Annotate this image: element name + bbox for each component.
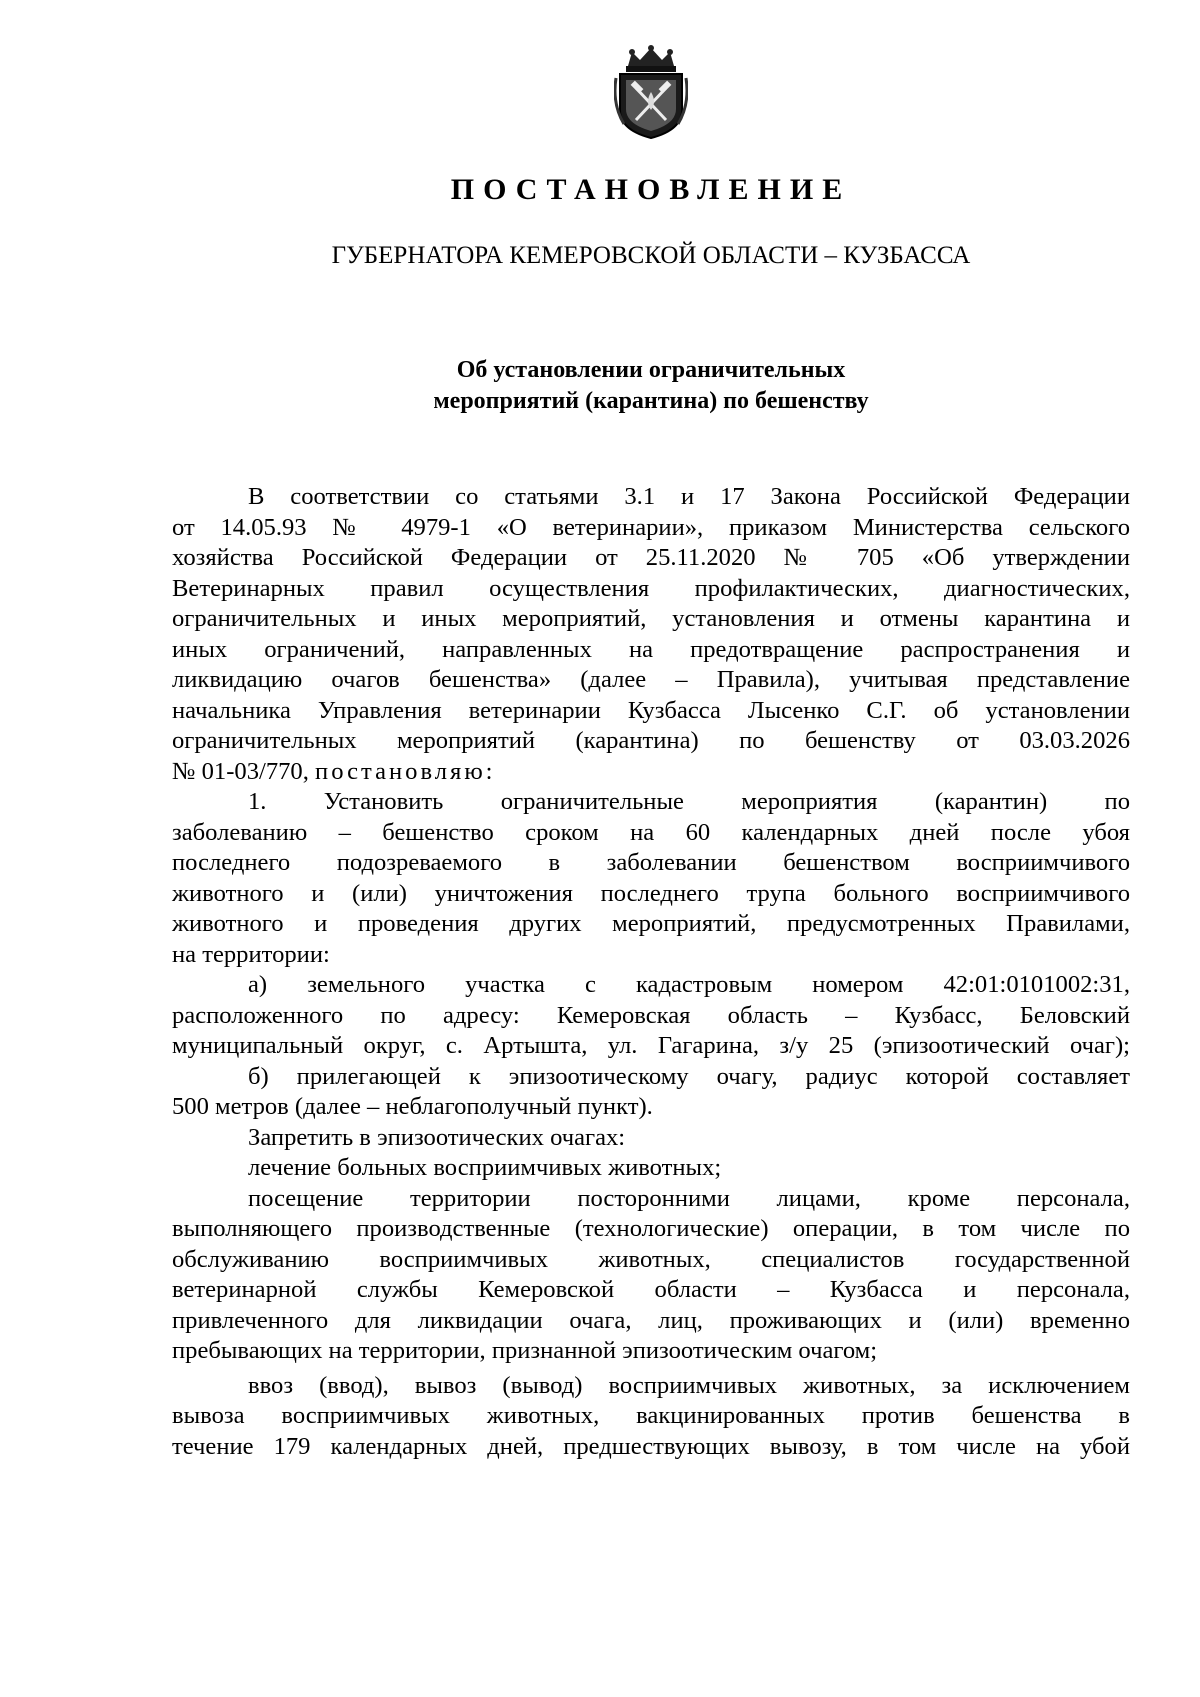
body-line: течение 179 календарных дней, предшествующих вывозу, в том числе на убой <box>172 1432 1130 1460</box>
body-line: муниципальный округ, с. Артышта, ул. Гагарина, з/у 25 (эпизоотический очаг); <box>172 1032 1130 1059</box>
document-body <box>172 482 1130 1462</box>
body-line: посещение территории посторонними лицами, кроме персонала, <box>248 1184 1130 1212</box>
body-line: 500 метров (далее – неблагополучный пункт). <box>172 1093 653 1120</box>
body-line: пребывающих на территории, признанной эпизоотическим очагом; <box>172 1337 878 1364</box>
decree-word: постановляю: <box>315 757 496 785</box>
body-line: В соответствии со статьями 3.1 и 17 Закона Российской Федерации <box>248 483 1130 510</box>
kuzbass-coat-of-arms-icon <box>614 44 688 140</box>
body-line: хозяйства Российской Федерации от 25.11.2020 № 705 «Об утверждении <box>172 544 1130 571</box>
body-line: ветеринарной службы Кемеровской области – Кузбасса и персонала, <box>172 1276 1130 1303</box>
body-line: выполняющего производственные (технологические) операции, в том числе по <box>172 1215 1130 1242</box>
title-line: мероприятий (карантина) по бешенству <box>433 388 869 414</box>
body-line: ограничительных мероприятий (карантина) по бешенству от 03.03.2026 <box>172 727 1130 754</box>
body-line: расположенного по адресу: Кемеровская область – Кузбасс, Беловский <box>172 1001 1130 1029</box>
body-line: на территории: <box>172 940 330 968</box>
body-line: а) земельного участка с кадастровым номером 42:01:0101002:31, <box>248 971 1130 998</box>
body-line: начальника Управления ветеринарии Кузбасса Лысенко С.Г. об установлении <box>172 696 1130 724</box>
body-line: вывоза восприимчивых животных, вакцинированных против бешенства в <box>172 1402 1130 1429</box>
body-line: лечение больных восприимчивых животных; <box>248 1154 722 1181</box>
body-line: ввоз (ввод), вывоз (вывод) восприимчивых животных, за исключением <box>248 1371 1130 1399</box>
body-line: Ветеринарных правил осуществления профилактических, диагностических, <box>172 574 1130 602</box>
issuing-authority: ГУБЕРНАТОРА КЕМЕРОВСКОЙ ОБЛАСТИ – КУЗБАССА <box>331 242 971 269</box>
body-line: животного и проведения других мероприятий, предусмотренных Правилами, <box>172 910 1130 937</box>
title-line: Об установлении ограничительных <box>456 357 846 383</box>
body-line: ограничительных и иных мероприятий, установления и отмены карантина и <box>172 605 1130 632</box>
body-line: Запретить в эпизоотических очагах: <box>248 1123 626 1151</box>
body-line: заболеванию – бешенство сроком на 60 календарных дней после убоя <box>172 818 1130 846</box>
body-line: б) прилегающей к эпизоотическому очагу, радиус которой составляет <box>248 1062 1130 1090</box>
body-line: обслуживанию восприимчивых животных, специалистов государственной <box>172 1245 1130 1273</box>
body-line: ликвидацию очагов бешенства» (далее – Правила), учитывая представление <box>172 666 1130 693</box>
body-line-part: № 01-03/770, <box>172 757 309 785</box>
body-line: животного и (или) уничтожения последнего трупа больного восприимчивого <box>172 879 1130 907</box>
document-type: ПОСТАНОВЛЕНИЕ <box>450 173 852 206</box>
body-line: привлеченного для ликвидации очага, лиц, проживающих и (или) временно <box>172 1306 1130 1334</box>
body-line: 1. Установить ограничительные мероприятия (карантин) по <box>248 788 1130 815</box>
document-title <box>0 355 1200 417</box>
body-line: от 14.05.93 № 4979-1 «О ветеринарии», приказом Министерства сельского <box>172 513 1130 541</box>
body-line: иных ограничений, направленных на предотвращение распространения и <box>172 635 1130 663</box>
body-line: последнего подозреваемого в заболевании бешенством восприимчивого <box>172 849 1130 876</box>
body-line <box>172 757 1130 788</box>
